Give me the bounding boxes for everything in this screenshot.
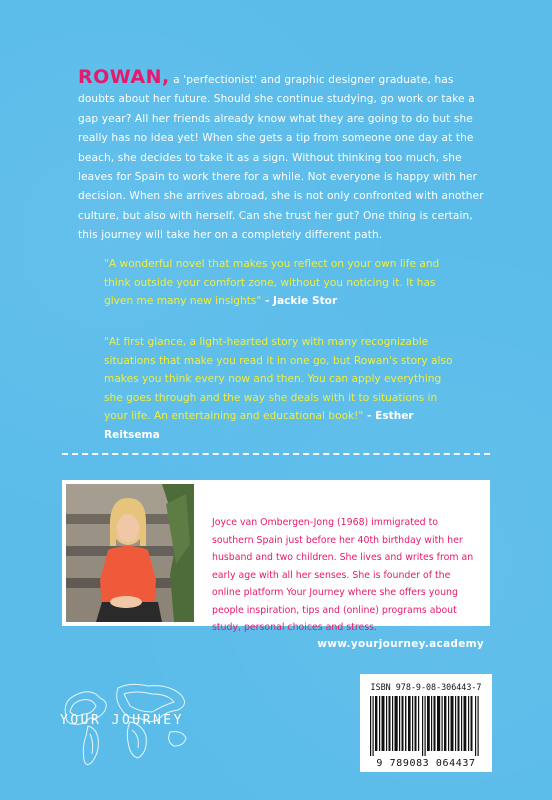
world-map-icon	[52, 676, 212, 786]
barcode	[360, 674, 492, 772]
publisher-logo-text: YOUR JOURNEY	[60, 713, 184, 728]
barcode-bars	[368, 696, 484, 756]
quote-author: - Esther Reitsema	[104, 410, 414, 441]
author-bio-card	[62, 480, 490, 633]
quote-text: "A wonderful novel that makes you reflect on your own life and think outside your comfort zone, without you noticing it. It has given me many new insights"	[104, 258, 440, 308]
website-url: www.yourjourney.academy	[317, 638, 484, 650]
review-quote-2	[104, 333, 459, 445]
author-bio-text: Joyce van Ombergen-Jong (1968) immigrated to southern Spain just before her 40th birthday with her husband and two children. She lives and writes from an early age with all her senses. She is founder of the online platform Your Journey where she offers young people inspiration, tips and (online) programs about study, personal choices and stress.	[212, 517, 474, 633]
quote-text: "At first glance, a light-hearted story with many recognizable situations that make you read it in one go, but Rowan's story also makes you think every now and then. You can apply everything she goes through and the way she deals with it to situations in your life. An entertaining and educational book!"	[104, 336, 453, 423]
synopsis-text: a 'perfectionist' and graphic designer graduate, has doubts about her future. Should she continue studying, go work or take a gap year? All her friends already know what they are going to do but she really has no idea yet! When she gets a tip from someone one day at the beach, she decides to take it as a sign. Without thinking too much, she leaves for Spain to work there for a while. Not everyone is happy with her decision. When she arrives abroad, she is not only confronted with another culture, but also with herself. Can she trust her gut? One thing is certain, this journey will take her on a completely different path.	[78, 74, 484, 242]
protagonist-name: ROWAN,	[78, 66, 170, 88]
review-quote-1	[104, 255, 454, 311]
ean-number: 9 789083 064437	[376, 758, 476, 769]
dashed-divider	[62, 453, 490, 455]
isbn-number: ISBN 978-9-08-306443-7	[370, 682, 482, 692]
quote-author: - Jackie Stor	[261, 295, 338, 308]
synopsis	[78, 68, 488, 246]
author-photo	[66, 484, 194, 622]
